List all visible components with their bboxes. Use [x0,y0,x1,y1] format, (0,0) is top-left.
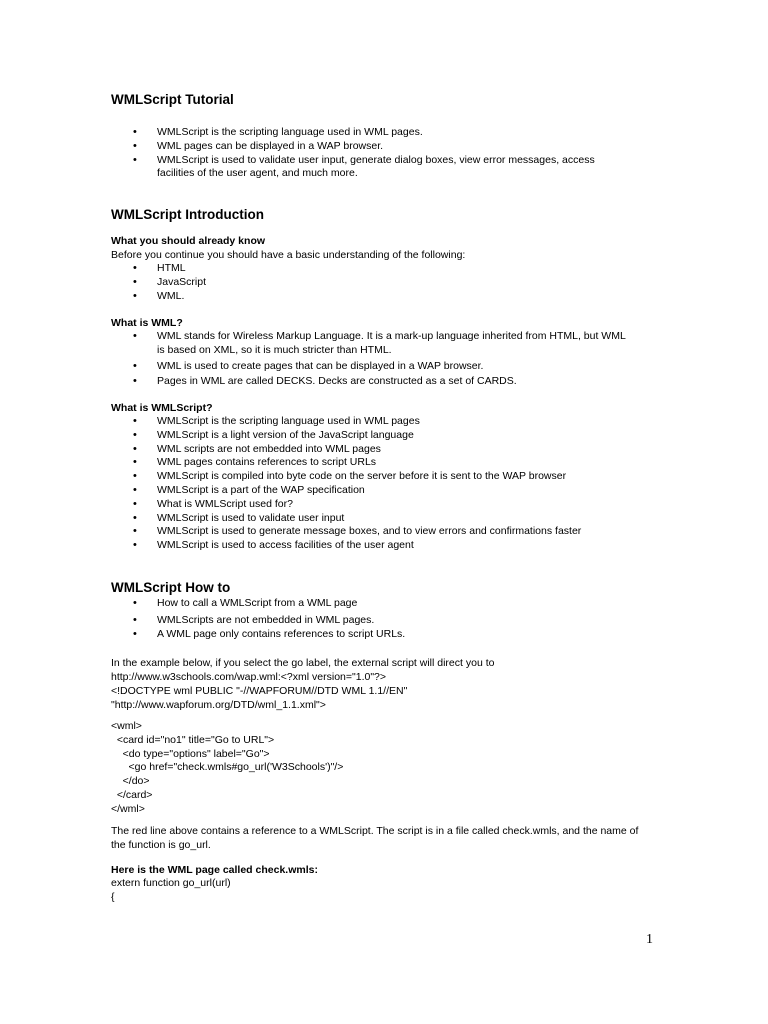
know-list [133,262,633,303]
list-item: • WMLScript is a part of the WAP specification [133,484,633,498]
list-item: • WML pages contains references to script URLs [133,456,633,470]
list-item: • A WML page only contains references to script URLs. [133,628,633,642]
list-item: • WMLScripts are not embedded in WML pages. [133,614,633,628]
list-item: • WML. [133,290,633,304]
example-text: In the example below, if you select the go label, the external script will direct you to http://www.w3schools.com/wap.wml:<?xml version="1.0"?> <!DOCTYPE wml PUBLIC "-//WAPFORUM//DTD WML 1.1//EN" "http://www.wapforum.org/DTD/wml_1.1.xml"> [111,657,495,711]
wml-list [133,330,633,389]
list-item: • WMLScript is used to access facilities of the user agent [133,539,633,553]
list-item: • WMLScript is the scripting language used in WML pages. [133,126,633,140]
list-item: • WMLScript is used to generate message boxes, and to view errors and confirmations faster [133,525,633,539]
list-item: • WML stands for Wireless Markup Language. It is a mark-up language inherited from HTML, but WML is based on XML, so it is much stricter than HTML. [133,330,633,358]
list-item: • WMLScript is used to validate user input [133,512,633,526]
list-item: • JavaScript [133,276,633,290]
know-heading: What you should already know [111,235,266,247]
wmlscript-list [133,415,633,553]
list-item: • WML scripts are not embedded into WML pages [133,443,633,457]
code-block: <wml> <card id="no1" title="Go to URL"> <do type="options" label="Go"> <go href="check.wmls#go_url('W3Schools')"/> </do> </card> </wml> [111,720,344,815]
list-item: • Pages in WML are called DECKS. Decks are constructed as a set of CARDS. [133,375,633,389]
know-text: Before you continue you should have a basic understanding of the following: [111,249,466,261]
list-item: • HTML [133,262,633,276]
list-item: • WMLScript is compiled into byte code on the server before it is sent to the WAP browser [133,470,633,484]
wml-heading: What is WML? [111,317,183,329]
list-item: • WMLScript is the scripting language used in WML pages [133,415,633,429]
list-item: • WMLScript is used to validate user input, generate dialog boxes, view error messages, access facilities of the user agent, and much more. [133,154,633,182]
list-item: • WML is used to create pages that can be displayed in a WAP browser. [133,360,633,374]
intro-title: WMLScript Introduction [111,207,264,222]
howto-title: WMLScript How to [111,580,231,595]
red-line-text: The red line above contains a reference to a WMLScript. The script is in a file called check.wmls, and the name of the function is go_url. [111,825,639,851]
tutorial-title: WMLScript Tutorial [111,92,234,107]
tutorial-bullet-list [133,126,633,181]
list-item: • WML pages can be displayed in a WAP browser. [133,140,633,154]
howto-list [133,597,633,641]
list-item: • How to call a WMLScript from a WML page [133,597,633,611]
check-heading: Here is the WML page called check.wmls: [111,864,318,876]
wmlscript-heading: What is WMLScript? [111,402,213,414]
check-code: extern function go_url(url) { [111,877,231,903]
list-item: • What is WMLScript used for? [133,498,633,512]
list-item: • WMLScript is a light version of the JavaScript language [133,429,633,443]
page-number: 1 [646,932,653,947]
